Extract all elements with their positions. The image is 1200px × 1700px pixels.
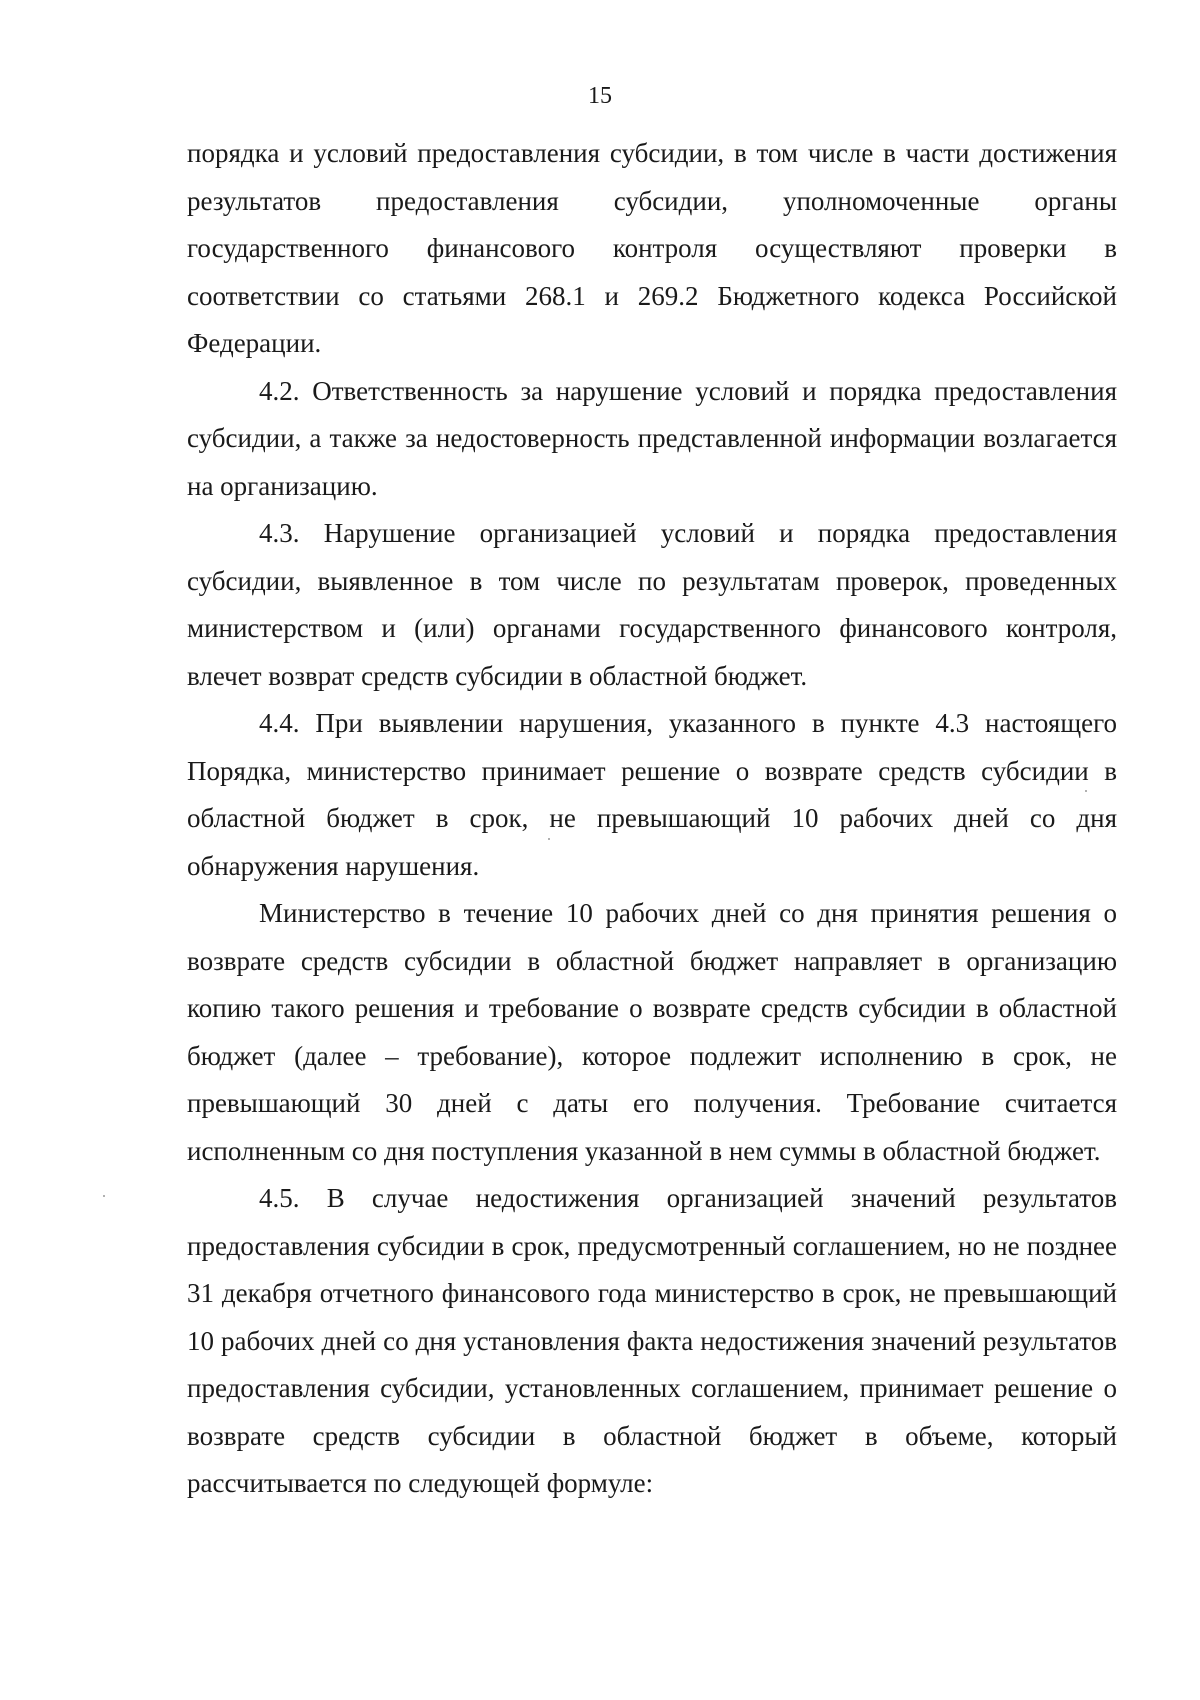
paragraph-4-3: 4.3. Нарушение организацией условий и порядка предоставления субсидии, выявленное в том числе по результатам проверок, проведенных министерством и (или) органами государственного финансового контроля, влечет возврат средств субсидии в областной бюджет. [187,518,1117,691]
scan-speck [1085,790,1087,792]
scan-speck [548,838,550,840]
page-number: 15 [588,83,612,109]
paragraph-4-5: 4.5. В случае недостижения организацией значений результатов предоставления субсидии в срок, предусмотренный соглашением, но не позднее 31 декабря отчетного финансового года министерство в срок, не превышающий 10 рабочих дней со дня установления факта недостижения значений результатов предоставления субсидии, установленных соглашением, принимает решение о возврате средств субсидии в областной бюджет в объеме, который рассчитывается по следующей формуле: [187,1183,1117,1498]
paragraph-continuation: порядка и условий предоставления субсидии, в том числе в части достижения результатов предоставления субсидии, уполномоченные органы государственного финансового контроля осуществляют проверки в соответствии со статьями 268.1 и 269.2 Бюджетного кодекса Российской Федерации. [187,138,1117,358]
paragraph-4-4: 4.4. При выявлении нарушения, указанного в пункте 4.3 настоящего Порядка, министерство принимает решение о возврате средств субсидии в областной бюджет в срок, не превышающий 10 рабочих дней со дня обнаружения нарушения. [187,708,1117,881]
scan-speck [103,1195,105,1197]
paragraph-4-2: 4.2. Ответственность за нарушение условий и порядка предоставления субсидии, а также за недостоверность представленной информации возлагается на организацию. [187,375,1117,501]
document-body [187,130,1117,1508]
paragraph-ministry-requirement: Министерство в течение 10 рабочих дней со дня принятия решения о возврате средств субсидии в областной бюджет направляет в организацию копию такого решения и требование о возврате средств субсидии в областной бюджет (далее – требование), которое подлежит исполнению в срок, не превышающий 30 дней с даты его получения. Требование считается исполненным со дня поступления указанной в нем суммы в областной бюджет. [187,898,1117,1166]
